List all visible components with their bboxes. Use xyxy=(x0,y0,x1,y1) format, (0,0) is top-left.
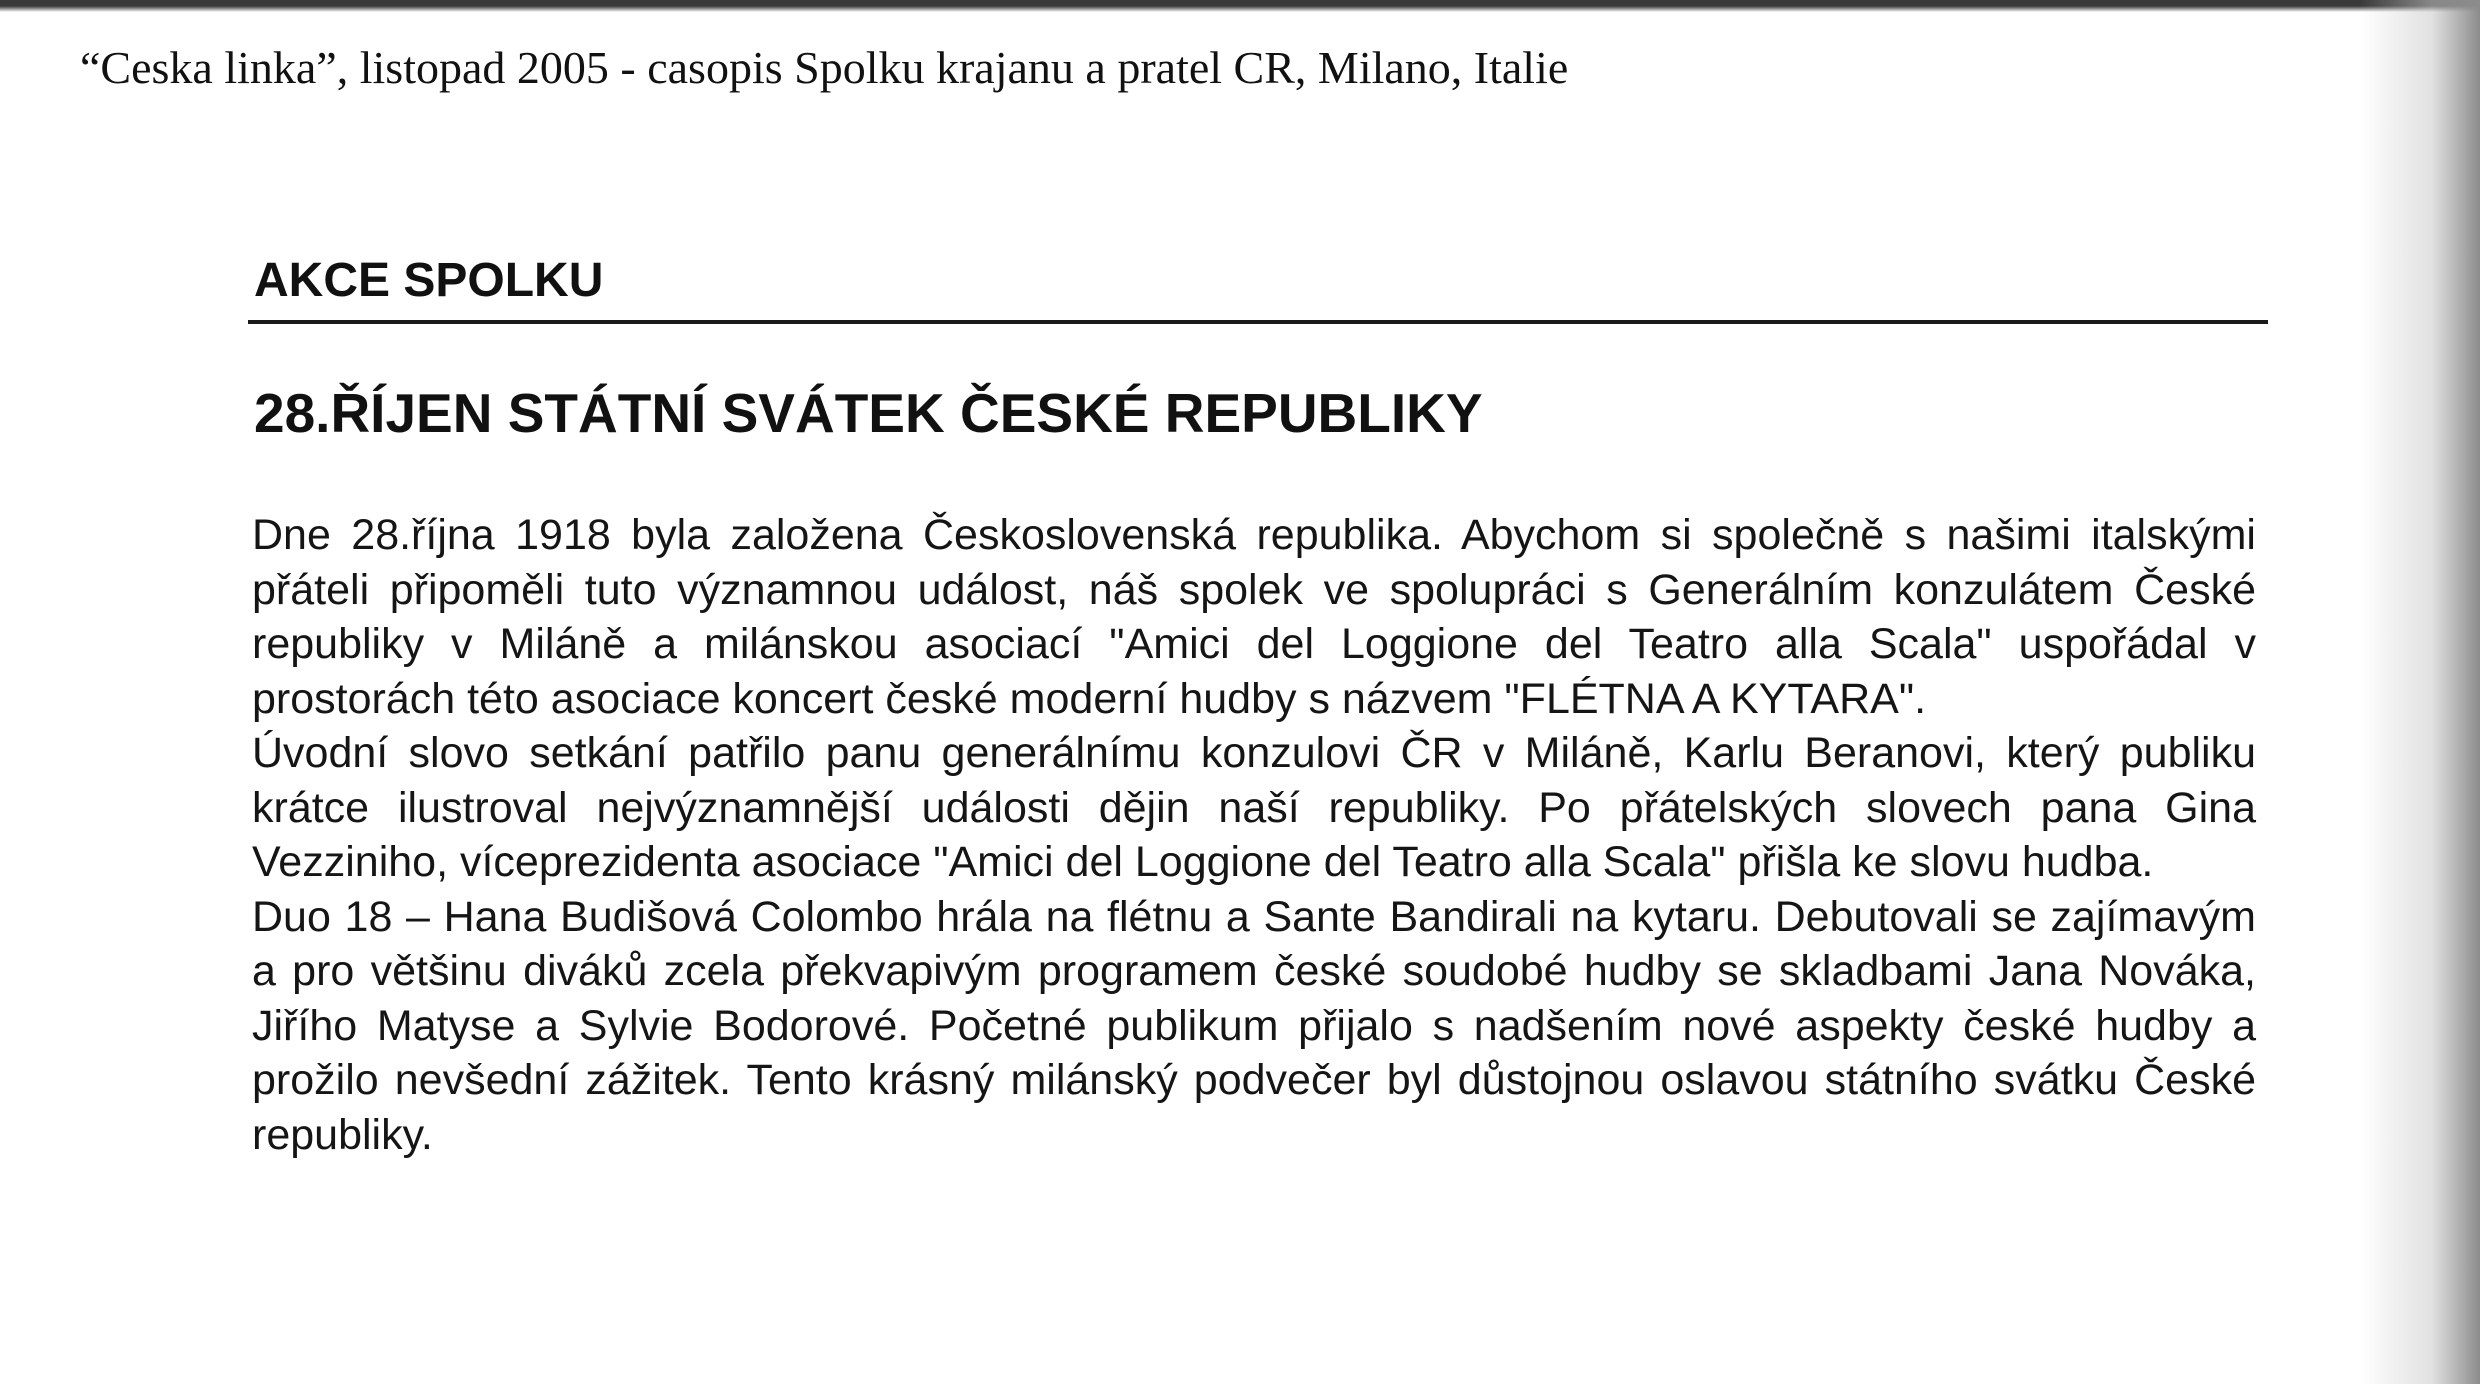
article-title: 28.ŘÍJEN STÁTNÍ SVÁTEK ČESKÉ REPUBLIKY xyxy=(254,382,1483,444)
article-paragraph: Dne 28.října 1918 byla založena Československá republika. Abychom si společně s našimi italskými přáteli připoměli tuto významnou událost, náš spolek ve spolupráci s Generálním konzulátem České republiky v Miláně a milánskou asociací "Amici del Loggione del Teatro alla Scala" uspořádal v prostorách této asociace koncert české moderní hudby s názvem "FLÉTNA A KYTARA". xyxy=(252,511,2256,723)
source-caption: “Ceska linka”, listopad 2005 - casopis Spolku krajanu a pratel CR, Milano, Italie xyxy=(80,42,1569,93)
article-paragraph: Úvodní slovo setkání patřilo panu generálnímu konzulovi ČR v Miláně, Karlu Beranovi, který publiku krátce ilustroval nejvýznamnější události dějin naší republiky. Po přátelských slovech pana Gina Vezziniho, víceprezidenta asociace "Amici del Loggione del Teatro alla Scala" přišla ke slovu hudba. xyxy=(252,729,2256,886)
article-paragraph: Duo 18 – Hana Budišová Colombo hrála na flétnu a Sante Bandirali na kytaru. Debutovali se zajímavým a pro většinu diváků zcela překvapivým programem české soudobé hudby se skladbami Jana Nováka, Jiřího Matyse a Sylvie Bodorové. Početné publikum přijalo s nadšením nové aspekty české hudby a prožilo nevšední zážitek. Tento krásný milánský podvečer byl důstojnou oslavou státního svátku České republiky. xyxy=(252,892,2256,1159)
scan-top-edge xyxy=(0,0,2480,12)
section-divider xyxy=(248,320,2268,324)
section-heading: AKCE SPOLKU xyxy=(254,254,604,307)
article-body xyxy=(252,508,2256,1162)
scan-page-shadow xyxy=(2360,0,2480,1384)
